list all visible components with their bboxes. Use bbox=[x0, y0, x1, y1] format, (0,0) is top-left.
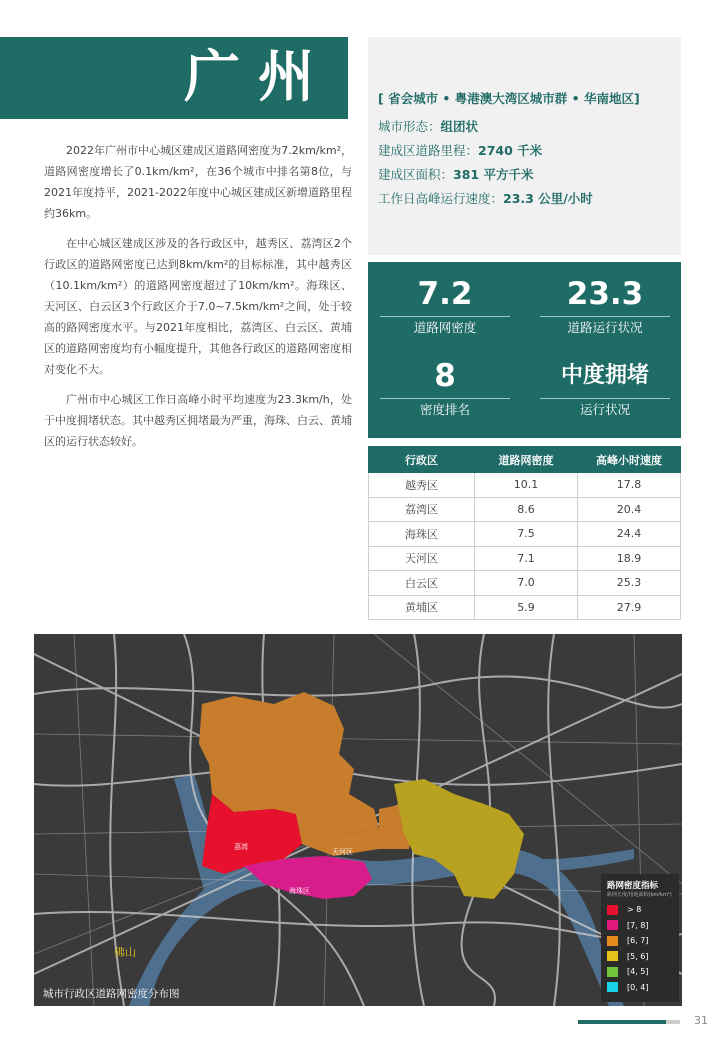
table-row bbox=[369, 571, 681, 596]
col-header-district: 行政区 bbox=[369, 447, 475, 473]
built-area-row bbox=[378, 163, 671, 187]
legend-label: [5, 6] bbox=[627, 951, 649, 961]
table-header-row bbox=[369, 447, 681, 473]
stat-speed-value: 23.3 bbox=[566, 276, 644, 312]
district-table bbox=[368, 446, 681, 620]
title-band bbox=[0, 37, 348, 119]
stats-panel bbox=[368, 262, 681, 438]
road-length-row bbox=[378, 139, 671, 163]
paragraph-2: 在中心城区建成区涉及的各行政区中，越秀区、荔湾区2个行政区的道路网密度已达到8km/km²的目标标准，其中越秀区（10.1km/km²）的道路网密度超过了10km/km²。海珠区、天河区、白云区3个行政区介于7.0~7.5km/km²之间，处于较高的路网密度水平。与2021年度相比，荔湾区、白云区、黄埔区的道路网密度均有小幅度提升，其他各行政区的道路网密度相对变化不大。 bbox=[44, 237, 352, 376]
peak-speed-row bbox=[378, 187, 671, 211]
cell-density: 7.5 bbox=[475, 522, 578, 547]
city-form-label: 城市形态： bbox=[378, 119, 441, 134]
body-text bbox=[44, 140, 352, 461]
page-number: 31 bbox=[694, 1014, 708, 1027]
table-row bbox=[369, 473, 681, 498]
stat-divider bbox=[540, 398, 670, 399]
stat-rank-label: 密度排名 bbox=[419, 402, 470, 417]
peak-speed-value: 23.3 公里/小时 bbox=[503, 191, 593, 206]
paragraph-1: 2022年广州市中心城区建成区道路网密度为7.2km/km²，道路网密度增长了0.1km/km²，在36个城市中排名第8位，与2021年度持平，2021-2022年度中心城区建成区新增道路里程约36km。 bbox=[44, 144, 352, 220]
stat-status-label: 运行状况 bbox=[579, 402, 630, 417]
legend-swatch bbox=[607, 982, 618, 992]
legend-item bbox=[607, 949, 673, 965]
built-area-value: 381 平方千米 bbox=[453, 167, 534, 182]
cell-district: 海珠区 bbox=[369, 522, 475, 547]
table-row bbox=[369, 546, 681, 571]
legend-item bbox=[607, 964, 673, 980]
stat-density-value: 7.2 bbox=[417, 276, 473, 312]
cell-speed: 17.8 bbox=[578, 473, 681, 498]
road-length-value: 2740 千米 bbox=[478, 143, 543, 158]
road-length-label: 建成区道路里程： bbox=[378, 143, 479, 158]
city-tag: [ 省会城市 • 粤港澳大湾区城市群 • 华南地区] bbox=[378, 91, 640, 106]
cell-district: 白云区 bbox=[369, 571, 475, 596]
legend-label: [7, 8] bbox=[627, 920, 649, 930]
cell-density: 7.1 bbox=[475, 546, 578, 571]
map-canvas bbox=[34, 634, 682, 1006]
cell-speed: 25.3 bbox=[578, 571, 681, 596]
stat-rank-value: 8 bbox=[434, 358, 456, 394]
legend-item bbox=[607, 918, 673, 934]
footer-accent-bar bbox=[578, 1020, 666, 1024]
legend-item bbox=[607, 902, 673, 918]
page-title: 广州 bbox=[184, 45, 332, 110]
cell-density: 5.9 bbox=[475, 595, 578, 620]
cell-speed: 20.4 bbox=[578, 497, 681, 522]
legend-item bbox=[607, 933, 673, 949]
map-caption: 城市行政区道路网密度分布图 bbox=[43, 988, 180, 1000]
legend-swatch bbox=[607, 936, 618, 946]
stat-rank bbox=[380, 358, 510, 419]
stat-density-label: 道路网密度 bbox=[413, 320, 477, 335]
legend-label: [6, 7] bbox=[627, 936, 649, 946]
legend-swatch bbox=[607, 905, 618, 915]
legend-swatch bbox=[607, 951, 618, 961]
cell-district: 黄埔区 bbox=[369, 595, 475, 620]
peak-speed-label: 工作日高峰运行速度： bbox=[378, 191, 504, 206]
legend-swatch bbox=[607, 920, 618, 930]
legend-label: [0, 4] bbox=[627, 982, 649, 992]
cell-density: 7.0 bbox=[475, 571, 578, 596]
stat-speed bbox=[540, 276, 670, 337]
legend-swatch bbox=[607, 967, 618, 977]
stat-divider bbox=[380, 316, 510, 317]
stat-divider bbox=[380, 398, 510, 399]
table-row bbox=[369, 522, 681, 547]
stat-speed-label: 道路运行状况 bbox=[567, 320, 643, 335]
city-form-row bbox=[378, 115, 671, 139]
legend-label: > 8 bbox=[627, 905, 642, 915]
legend-subtitle: 路网长度/用地面积(km/km²) bbox=[607, 892, 672, 898]
map-label-tianhe: 天河区 bbox=[332, 848, 353, 856]
col-header-density: 道路网密度 bbox=[475, 447, 578, 473]
cell-district: 越秀区 bbox=[369, 473, 475, 498]
paragraph-3: 广州市中心城区工作日高峰小时平均速度为23.3km/h，处于中度拥堵状态。其中越秀区拥堵最为严重，海珠、白云、黄埔区的运行状态较好。 bbox=[44, 393, 352, 448]
legend-title: 路网密度指标 bbox=[607, 881, 659, 891]
built-area-label: 建成区面积： bbox=[378, 167, 454, 182]
city-form-value: 组团状 bbox=[440, 119, 479, 134]
map-legend bbox=[601, 874, 679, 1002]
cell-speed: 18.9 bbox=[578, 546, 681, 571]
map-label-foshan: 佛山 bbox=[114, 946, 136, 959]
map-label-liwan: 荔湾 bbox=[234, 843, 248, 851]
cell-density: 8.6 bbox=[475, 497, 578, 522]
stat-density bbox=[380, 276, 510, 337]
stat-status-value: 中度拥堵 bbox=[560, 363, 649, 388]
stat-divider bbox=[540, 316, 670, 317]
col-header-speed: 高峰小时速度 bbox=[578, 447, 681, 473]
cell-district: 天河区 bbox=[369, 546, 475, 571]
stat-status bbox=[540, 358, 670, 419]
legend-label: [4, 5] bbox=[627, 967, 649, 977]
legend-item bbox=[607, 980, 673, 996]
city-info-box bbox=[368, 37, 681, 255]
map-label-haizhu: 海珠区 bbox=[289, 887, 310, 895]
cell-speed: 27.9 bbox=[578, 595, 681, 620]
table-row bbox=[369, 497, 681, 522]
footer-grey-bar bbox=[666, 1020, 680, 1024]
cell-density: 10.1 bbox=[475, 473, 578, 498]
cell-speed: 24.4 bbox=[578, 522, 681, 547]
cell-district: 荔湾区 bbox=[369, 497, 475, 522]
table-row bbox=[369, 595, 681, 620]
road-density-map bbox=[34, 634, 682, 1006]
